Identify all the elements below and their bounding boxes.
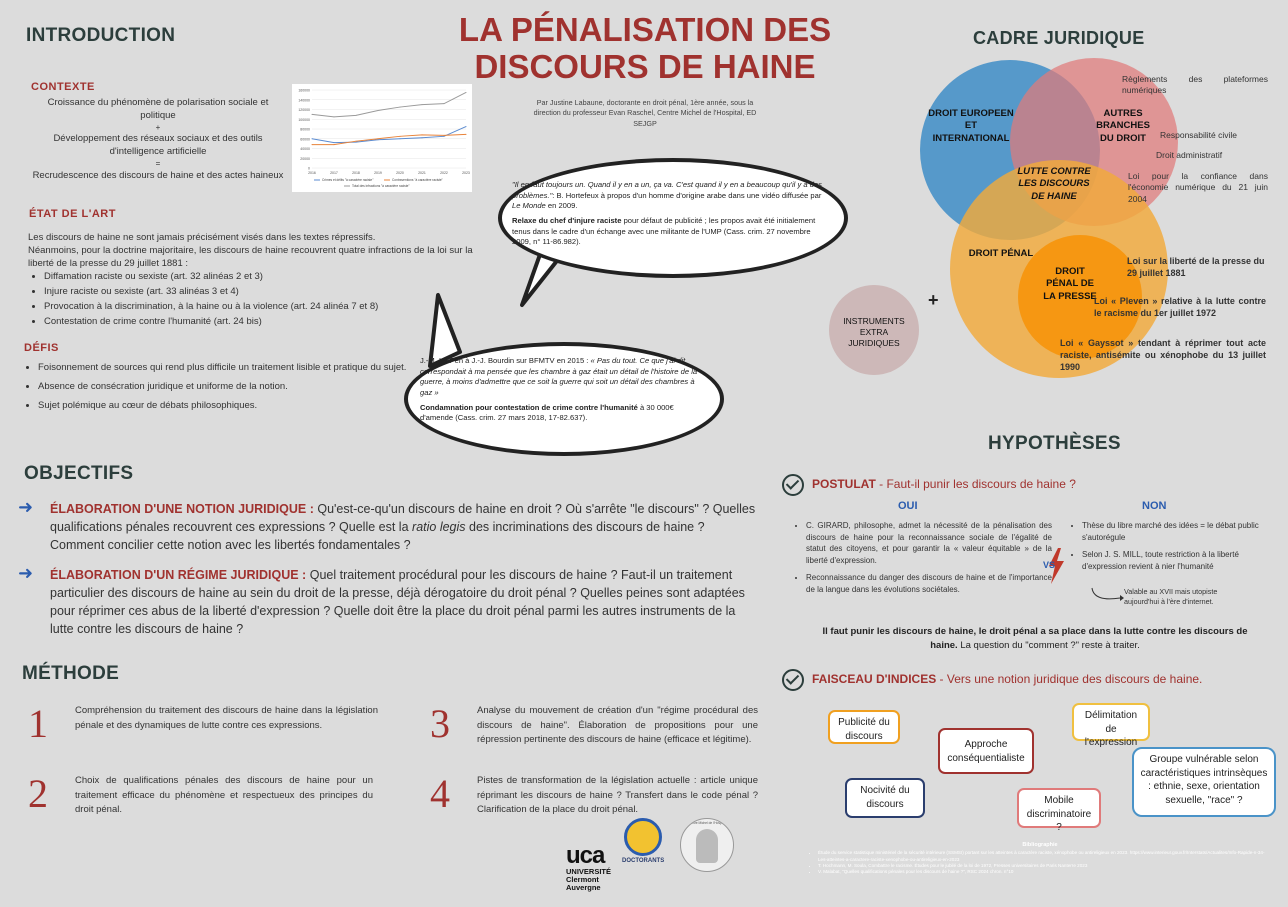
chart-x-tick-label: 2019 xyxy=(374,171,382,175)
list-item: • T. Hochmann, M. Soula, Combattre le racisme. Études pour le jubilé de la loi de 1972, Presses universitaires de Paris Nanterre 2023 xyxy=(818,863,1272,869)
list-item: • Selon J. S. MILL, toute restriction à la liberté d'expression revient à nier l'humanité xyxy=(1082,549,1282,572)
keyword-nocivite: Nocivité du discours xyxy=(845,778,925,818)
keyword-groupe: Groupe vulnérable selon caractéristiques intrinsèques : ethnie, sexe, orientation sexuelle, "race" ? xyxy=(1132,747,1276,817)
list-item: • Absence de consécration juridique et uniforme de la notion. xyxy=(38,381,418,394)
arrow-right-icon: ➜ xyxy=(18,563,34,583)
curved-arrow-icon xyxy=(1090,586,1124,606)
step-number: 4 xyxy=(430,771,450,816)
faisceau-line: FAISCEAU D'INDICES - Vers une notion juridique des discours de haine. xyxy=(812,672,1203,686)
chart-y-tick-label: 0 xyxy=(308,166,310,171)
venn-label-presse: DROIT PÉNAL DE LA PRESSE xyxy=(1043,266,1097,302)
law-1881: Loi sur la liberté de la presse du 29 juillet 1881 xyxy=(1127,256,1265,279)
uca-logo: uca UNIVERSITÉ Clermont Auvergne xyxy=(566,842,612,892)
chart-legend-entry: Crimes et délits "à caractère raciste" xyxy=(322,178,374,182)
step-text: Pistes de transformation de la législation actuelle : article unique réprimant les discours de haine ? Transfert dans le code pénal ? Clarification de la place du droit pénal. xyxy=(477,775,758,816)
venn-label-autres: AUTRES BRANCHES DU DROIT xyxy=(1096,108,1150,144)
step-text: Choix de qualifications pénales des discours de haine pour un traitement efficace du phénomène et respectueux des principes du droit pénal. xyxy=(75,775,373,816)
etat-heading: ÉTAT DE L'ART xyxy=(29,208,116,220)
venn-label-lutte: LUTTE CONTRE LES DISCOURS DE HAINE xyxy=(1017,166,1091,202)
introduction-heading: INTRODUCTION xyxy=(26,25,176,46)
versus-icon: VS xyxy=(1046,548,1066,584)
speech-bubble-2-text: J.-M. Le Pen à J.-J. Bourdin sur BFMTV en 2015 : « Pas du tout. Ce que j'ai dit correspondait à ma pensée que les chambre à gaz était un détail de l'histoire de la guerre, à moins d'admettre que ce soit la guerre qui soit un détail des chambres à gaz » Condamnation pour contestation de crime contre l'humanité à 30 000€ d'amende (Cass. crim. 27 mars 2018, 17-82.637). xyxy=(420,356,698,423)
step-text: Analyse du mouvement de création d'un "régime procédural des discours de haine". Élaboration de propositions pour une répression pertinente des discours de haine (efficace et légitime). xyxy=(477,705,758,746)
list-item: • Thèse du libre marché des idées = le débat public s'autorégule xyxy=(1082,520,1282,543)
keyword-mobile: Mobile discriminatoire ? xyxy=(1017,788,1101,828)
chart-x-tick-label: 2022 xyxy=(440,171,448,175)
non-label: NON xyxy=(1142,500,1167,512)
chart-x-tick-label: 2021 xyxy=(418,171,426,175)
list-item: • Contestation de crime contre l'humanité (art. 24 bis) xyxy=(44,316,488,329)
cadre-item-responsabilite: Responsabilité civile xyxy=(1160,130,1238,140)
bibliography: Bibliographie • Étude du service statistique ministériel de la sécurité intérieure (SSMSI) portant sur les atteintes à caractère raciste, xénophobe ou antireligieux en 2023. https://www.interieur.gouv.fr/Interstats/Actualites/Info-Rapide-n-34-Les-atteintes-a-caractere-raciste-xenophobe-ou-antireligieux-en-2023 • T. Hochmann, M. Soula, Combattre le racisme. Études pour le jubilé de la loi de 1972, Presses universitaires de Paris Nanterre 2023 • V. Malabat, "Quelles qualifications pénales pour les discours de haine ?", RSC 2024 chron. n°10 xyxy=(808,842,1272,875)
cadre-item-administratif: Droit administratif xyxy=(1156,150,1223,160)
postulat-line: POSTULAT - Faut-il punir les discours de haine ? xyxy=(812,477,1076,491)
etat-block: Les discours de haine ne sont jamais précisément visés dans les textes répressifs. Néanmoins, pour la doctrine majoritaire, les discours de haine recouvrent quatre infractions de la loi sur la liberté de la presse du 29 juillet 1881 : • Diffamation raciste ou sexiste (art. 32 alinéas 2 et 3) • Injure raciste ou sexiste (art. 33 alinéas 3 et 4) • Provocation à la discrimination, à la haine ou à la violence (art. 24 alinéa 7 et 8) • Contestation de crime contre l'humanité (art. 24 bis) xyxy=(28,232,488,331)
contexte-block: Croissance du phénomène de polarisation sociale et politique + Développement des réseaux sociaux et des outils d'intelligence artificielle = Recrudescence des discours de haine et des actes haineux xyxy=(32,97,284,181)
chart-legend-entry: Total des infractions "à caractère raciste" xyxy=(352,184,410,188)
keyword-publicite: Publicité du discours xyxy=(828,710,900,744)
step-number: 3 xyxy=(430,701,450,746)
list-item: • V. Malabat, "Quelles qualifications pénales pour les discours de haine ?", RSC 2024 chron. n°10 xyxy=(818,869,1272,875)
arrow-right-icon: ➜ xyxy=(18,497,34,517)
plus-sign: + xyxy=(928,290,939,310)
chart-y-tick-label: 40000 xyxy=(300,147,310,151)
poster-title: LA PÉNALISATION DES DISCOURS DE HAINE xyxy=(458,11,832,85)
non-list xyxy=(1066,520,1282,574)
speech-bubble-1-text: "Il en faut toujours un. Quand il y en a un, ça va. C'est quand il y en a beaucoup qu'il y a des problèmes.": B. Hortefeux à propos d'un homme d'origine arabe dans une vidéo diffusée par Le Monde en 2009. Relaxe du chef d'injure raciste pour défaut de publicité ; les propos avait été initialement tenus dans le cadre d'un échange avec une militante de l'UMP (Cass. crim. 27 novembre 2009, n° 11-86.982). xyxy=(512,180,822,247)
law-gayssot: Loi « Gayssot » tendant à réprimer tout acte raciste, antisémite ou xénophobe du 13 juillet 1990 xyxy=(1060,338,1266,373)
doctorants-emblem-icon xyxy=(624,818,662,856)
doctorants-logo: DOCTORANTS xyxy=(622,818,664,864)
list-item: • Foisonnement de sources qui rend plus difficile un traitement lisible et pratique du sujet. xyxy=(38,362,418,375)
postulat-conclusion: Il faut punir les discours de haine, le droit pénal a sa place dans la lutte contre les discours de haine. La question du "comment ?" reste à traiter. xyxy=(822,626,1248,652)
list-item: • Étude du service statistique ministériel de la sécurité intérieure (SSMSI) portant sur les atteintes à caractère raciste, xénophobe ou antireligieux en 2023. https://www.interieur.gouv.fr/Interstats/Actualites/Info-Rapide-n-34-Les-atteintes-a-caractere-raciste-xenophobe-ou-antireligieux-en-2023 xyxy=(818,850,1272,862)
chart-y-tick-label: 140000 xyxy=(298,98,310,103)
chart-x-tick-label: 2023 xyxy=(462,171,470,175)
objectif-notion: ÉLABORATION D'UNE NOTION JURIDIQUE : Qu'est-ce-qu'un discours de haine en droit ? Où s'arrête "le discours" ? Quelles qualifications pénales recouvrent ces expressions ? Quelle est la ratio legis des incriminations des discours de haine ? Comment concilier cette notion avec les libertés fondamentales ? xyxy=(50,502,756,553)
check-circle-icon xyxy=(782,474,804,496)
list-item: • Injure raciste ou sexiste (art. 33 alinéas 3 et 4) xyxy=(44,286,488,299)
venn-label-penal: DROIT PÉNAL xyxy=(968,248,1034,259)
portrait-icon xyxy=(696,829,718,863)
step-text: Compréhension du traitement des discours de haine dans la législation pénale et des dynamiques de lutte contre ces expressions. xyxy=(75,705,378,731)
contexte-heading: CONTEXTE xyxy=(31,81,95,93)
law-pleven: Loi « Pleven » relative à la lutte contre le racisme du 1er juillet 1972 xyxy=(1094,296,1266,319)
list-item: • Diffamation raciste ou sexiste (art. 32 alinéas 2 et 3) xyxy=(44,271,488,284)
keyword-delimitation: Délimitation de l'expression xyxy=(1072,703,1150,741)
cadre-item-lcen: Loi pour la confiance dans l'économie numérique du 21 juin 2004 xyxy=(1128,171,1268,204)
methode-heading: MÉTHODE xyxy=(22,663,120,684)
list-item: • Provocation à la discrimination, à la haine ou à la violence (art. 24 alinéa 7 et 8) xyxy=(44,301,488,314)
author-line: Par Justine Labaune, doctorante en droit pénal, 1ère année, sous la direction du professeur Evan Raschel, Centre Michel de l'Hospital, ED SEJGP xyxy=(533,98,757,128)
list-item: • Reconnaissance du danger des discours de haine et de l'importance de la langue dans les évolutions sociétales. xyxy=(806,572,1052,595)
chart-y-tick-label: 100000 xyxy=(298,117,310,122)
chart-y-tick-label: 160000 xyxy=(298,88,310,93)
chart-x-tick-label: 2018 xyxy=(352,171,360,175)
chart-x-tick-label: 2016 xyxy=(308,171,316,175)
defis-heading: DÉFIS xyxy=(24,342,59,354)
oui-label: OUI xyxy=(898,500,918,512)
chart-y-tick-label: 120000 xyxy=(298,108,310,112)
chart-x-tick-label: 2017 xyxy=(330,171,338,175)
chart-x-tick-label: 2020 xyxy=(396,171,404,175)
step-number: 1 xyxy=(28,701,48,746)
chart-legend-entry: Contraventions "à caractère raciste" xyxy=(392,178,443,182)
objectif-regime: ÉLABORATION D'UN RÉGIME JURIDIQUE : Quel traitement procédural pour les discours de haine ? Faut-il un traitement particulier des discours de haine au sein du droit de la presse, déjà dérogatoire du droit pénal ? Quelles peines sont adaptées pour réprimer ces abus de la liberté d'expression ? Quelle doit être la place du droit pénal parmi les autres instruments de la lutte contre les discours de haine ? xyxy=(50,568,745,637)
objectifs-heading: OBJECTIFS xyxy=(24,463,134,484)
non-note: Valable au XVII mais utopiste aujourd'hui à l'ère d'internet. xyxy=(1124,587,1218,607)
hypotheses-heading: HYPOTHÈSES xyxy=(988,433,1121,454)
instruments-label: INSTRUMENTS EXTRA JURIDIQUES xyxy=(843,316,905,349)
chart-y-tick-label: 20000 xyxy=(300,156,310,161)
venn-label-europeen: DROIT EUROPEEN ET INTERNATIONAL xyxy=(928,108,1014,144)
step-number: 2 xyxy=(28,771,48,816)
cadre-item-plateformes: Règlements des plateformes numériques xyxy=(1122,74,1268,96)
keyword-approche: Approche conséquentialiste xyxy=(938,728,1034,774)
chart-y-tick-label: 60000 xyxy=(300,137,310,142)
chart-y-tick-label: 80000 xyxy=(300,127,310,132)
oui-list xyxy=(790,520,1052,598)
cadre-heading: CADRE JURIDIQUE xyxy=(973,28,1145,48)
list-item: • Sujet polémique au cœur de débats philosophiques. xyxy=(38,400,418,413)
list-item: • C. GIRARD, philosophe, admet la nécessité de la pénalisation des discours de haine pour la reconnaissance sociale de l'égalité de statut des citoyens, et pour garantir la « valeur équitable » de la liberté d'expression. xyxy=(806,520,1052,566)
centre-seal-logo: Centre Michel de l'Hospital xyxy=(680,818,734,872)
check-circle-icon xyxy=(782,669,804,691)
